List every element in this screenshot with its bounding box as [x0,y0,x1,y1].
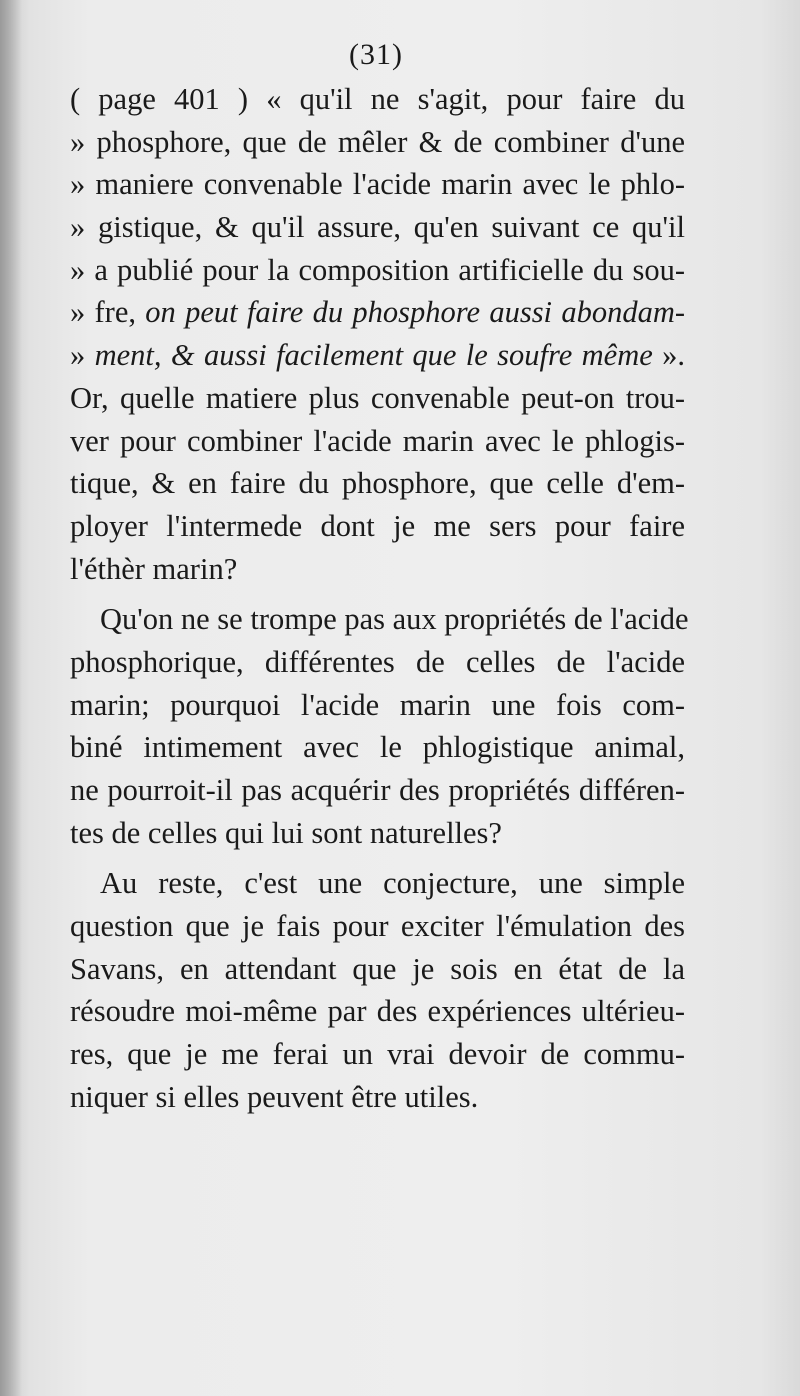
text-span: ». [652,338,685,373]
text-line-italic [70,334,685,377]
text-line: » phosphore, que de mêler & de combiner d'une [70,124,685,159]
page-body [70,78,689,1119]
text-line: l'éthèr marin? [70,551,238,586]
text-line: tes de celles qui lui sont naturelles? [70,815,502,850]
text-line: res, que je me ferai un vrai devoir de commu- [70,1037,685,1072]
text-line: ployer l'intermede dont je me sers pour faire [70,508,685,543]
paragraph-2 [70,598,689,854]
text-line: ver pour combiner l'acide marin avec le phlogis- [70,423,685,458]
text-span: » fre, [70,295,146,330]
text-line: ( page 401 ) « qu'il ne s'agit, pour faire du [70,82,685,116]
text-line: Or, quelle matiere plus convenable peut-on trou- [70,380,685,415]
text-line: Qu'on ne se trompe pas aux propriétés de l'acide [100,602,689,637]
italic-span: ment, & aussi facilement que le soufre même [94,338,653,373]
text-line: résoudre moi-même par des expériences ultérieu- [70,994,685,1029]
text-span: » [70,338,95,373]
page-gutter-shadow [0,0,22,1396]
paragraph-3 [70,862,685,1118]
text-line-italic [70,291,685,334]
text-line: phosphorique, différentes de celles de l'acide [70,644,685,679]
paragraph-gap [70,854,685,862]
text-line: question que je fais pour exciter l'émulation des [70,909,685,944]
text-line: marin; pourquoi l'acide marin une fois com- [70,687,685,722]
page-number: (31) [349,38,403,71]
text-line: tique, & en faire du phosphore, que celle d'em- [70,466,685,501]
text-line: Savans, en attendant que je sois en état de la [70,951,685,986]
text-line: » a publié pour la composition artificielle du sou- [70,252,685,287]
text-line: ne pourroit-il pas acquérir des propriétés différen- [70,773,685,807]
text-line: » maniere convenable l'acide marin avec le phlo- [70,167,685,202]
text-line: Au reste, c'est une conjecture, une simple [100,866,685,901]
text-line: » gistique, & qu'il assure, qu'en suivant ce qu'il [70,210,685,245]
italic-span: on peut faire du phosphore aussi abondam- [145,295,685,330]
paragraph-1 [70,78,685,590]
text-line: niquer si elles peuvent être utiles. [70,1079,479,1114]
paragraph-gap [70,590,685,598]
text-line: biné intimement avec le phlogistique animal, [70,730,685,765]
